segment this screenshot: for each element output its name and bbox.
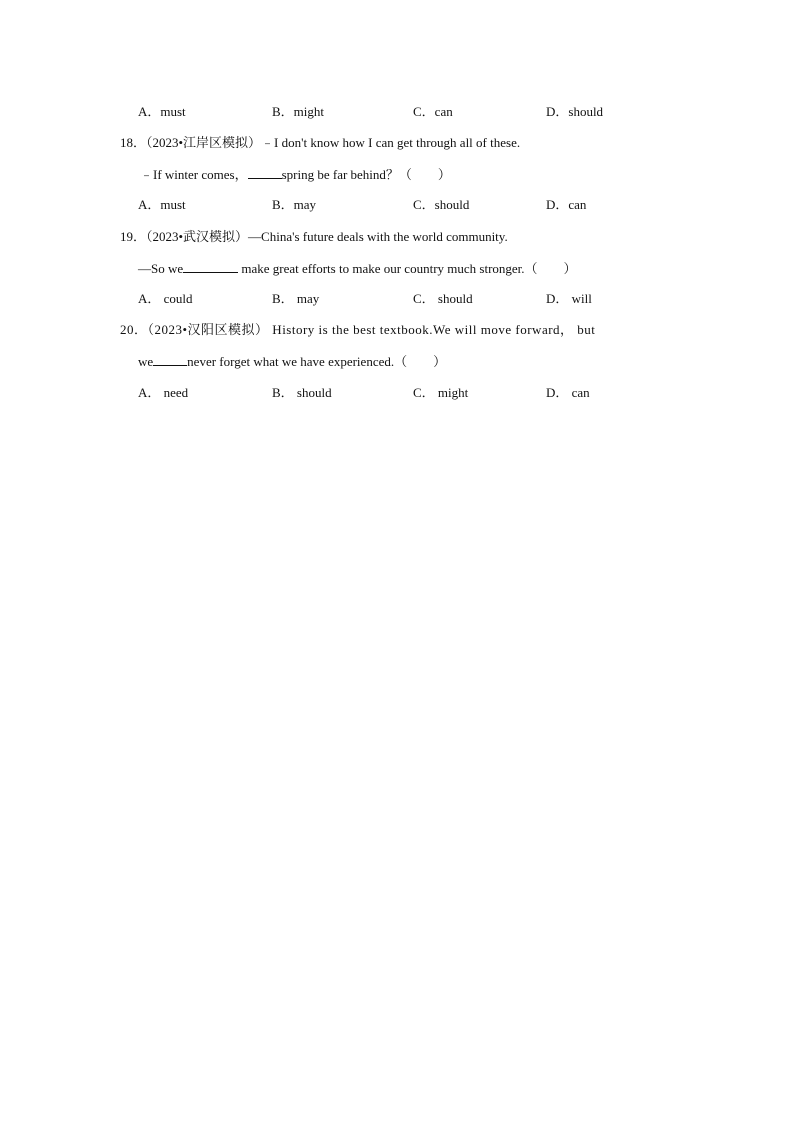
q18-line2-before: ﹣If winter comes，: [140, 167, 248, 182]
q18-question-line1: 18．（2023•江岸区模拟）﹣I don't know how I can get through all of these.: [120, 135, 521, 150]
q17-option-c: C．can: [413, 104, 453, 119]
q18-option-b: B．may: [272, 197, 317, 212]
q19-answer-blank: [183, 260, 238, 273]
q18-line2-after: spring be far behind？（ ）: [281, 167, 451, 182]
q19-line2-after: make great efforts to make our country much stronger.（ ）: [238, 261, 577, 276]
q19-option-a: A． could: [138, 291, 193, 306]
q20-option-b: B． should: [272, 385, 332, 400]
q19-question-line2: [138, 260, 577, 277]
q20-line2-before: we: [138, 354, 154, 369]
q18-answer-blank: [248, 166, 282, 179]
q20-option-c: C． might: [413, 385, 469, 400]
q18-option-a: A．must: [138, 197, 186, 212]
q20-line2-after: never forget what we have experienced.（ ）: [187, 354, 447, 369]
q19-option-d: D． will: [546, 291, 592, 306]
q18-option-d: D．can: [546, 197, 587, 212]
q17-option-d: D．should: [546, 104, 604, 119]
q20-option-d: D． can: [546, 385, 590, 400]
q18-question-line2: [140, 166, 451, 183]
q19-option-c: C． should: [413, 291, 473, 306]
q18-option-c: C．should: [413, 197, 470, 212]
q17-option-a: A．must: [138, 104, 186, 119]
q19-question-line1: 19．（2023•武汉模拟）—China's future deals with the world community.: [120, 229, 508, 244]
q20-answer-blank: [153, 353, 187, 366]
q20-question-line1: 20．（2023•汉阳区模拟） History is the best textbook.We will move forward， but: [120, 322, 596, 337]
q19-line2-before: —So we: [138, 261, 184, 276]
q19-option-b: B． may: [272, 291, 320, 306]
q20-question-line2: [138, 353, 446, 370]
q20-option-a: A． need: [138, 385, 189, 400]
q17-option-b: B．might: [272, 104, 325, 119]
